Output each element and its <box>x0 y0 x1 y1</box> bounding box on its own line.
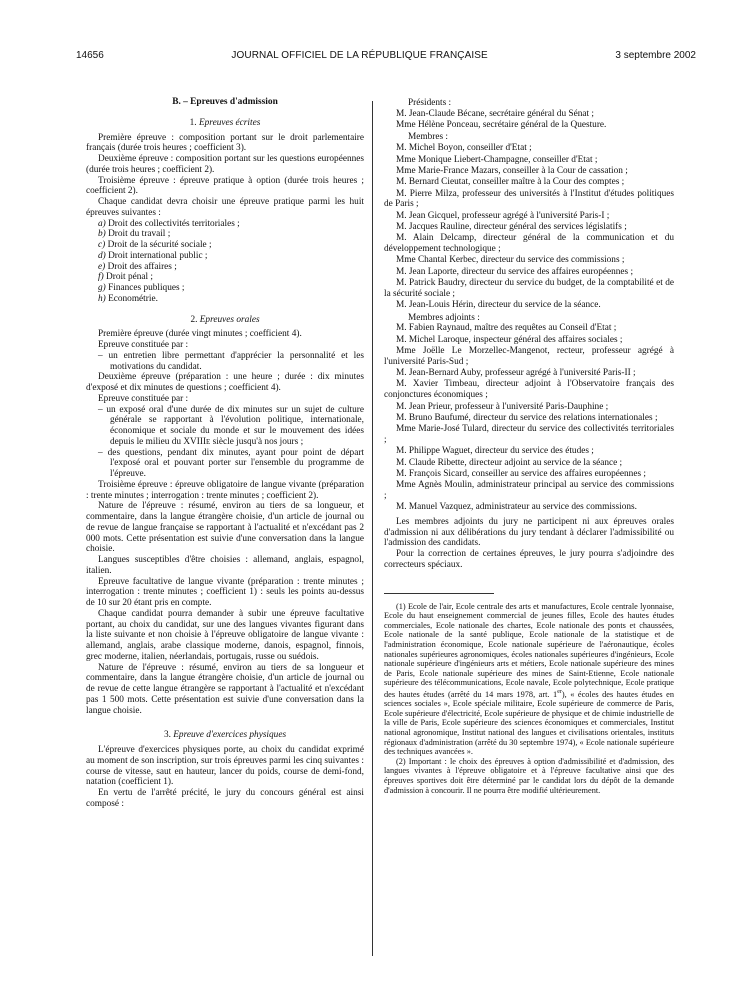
list-item: Mme Hélène Ponceau, secrétaire général de la Questure. <box>396 120 607 131</box>
list-item: M. Jacques Rauline, directeur général des services législatifs ; <box>396 222 627 232</box>
page-header <box>76 47 696 63</box>
list-item: M. Michel Boyon, conseiller d'Etat ; <box>396 143 532 154</box>
list-item: M. Fabien Raynaud, maître des requêtes au Conseil d'Etat ; <box>396 323 617 334</box>
list-item: c) Droit de la sécurité sociale ; <box>98 240 212 250</box>
membres-list <box>384 143 674 311</box>
paragraph: Troisième épreuve : épreuve pratique à option (durée trois heures ; coefficient 2). <box>86 175 364 197</box>
jury-membres-label: Membres : <box>408 132 449 143</box>
paragraph: Langues susceptibles d'être choisies : allemand, anglais, espagnol, italien. <box>86 555 364 576</box>
list-item: e) Droit des affaires ; <box>98 261 177 272</box>
paragraph: Troisième épreuve : épreuve obligatoire de langue vivante (préparation : trente minutes ; interrogation : trente minutes ; coefficient 2). <box>86 479 364 501</box>
paragraph: Epreuve constituée par : <box>98 340 189 350</box>
list-item: M. Jean-Bernard Auby, professeur agrégé à l'université Paris-II ; <box>396 368 636 379</box>
list-item: M. François Sicard, conseiller au service des affaires européennes ; <box>396 469 646 479</box>
section-title: B. – Epreuves d'admission <box>172 97 278 107</box>
list-item: M. Bernard Cieutat, conseiller maître à la Cour des comptes ; <box>396 177 625 188</box>
paragraph: Chaque candidat devra choisir une épreuve pratique parmi les huit épreuves suivantes : <box>86 197 364 218</box>
running-title: JOURNAL OFFICIEL DE LA RÉPUBLIQUE FRANÇAISE <box>231 49 488 61</box>
list-item: Mme Marie-France Mazars, conseiller à la Cour de cassation ; <box>396 165 628 176</box>
footnote-rule <box>384 593 494 594</box>
list-item: M. Xavier Timbeau, directeur adjoint à l'Observatoire français des conjonctures économiques ; <box>384 379 674 401</box>
list-item: M. Jean Prieur, professeur à l'université Paris-Dauphine ; <box>396 401 609 412</box>
jury-adjoints-label: Membres adjoints : <box>408 312 480 323</box>
paragraph: Deuxième épreuve : composition portant sur les questions européennes (durée trois heures ; coefficient 2). <box>86 154 364 175</box>
paragraph: Nature de l'épreuve : résumé, environ au tiers de sa longueur, et commentaire, dans la langue étrangère choisie, d'un article de journal ou de revue de langue française se rapportant à l'actualité et n'excédant pas 2 000 mots. Cette présentation est suivie d'une conversation dans la langue choisie. <box>86 501 364 555</box>
list-item: Mme Chantal Kerbec, directeur du service des commissions ; <box>396 255 625 266</box>
option-list <box>86 219 364 305</box>
column-divider <box>372 101 373 956</box>
list-item: h) Econométrie. <box>98 293 158 304</box>
list-item: M. Jean-Claude Bécane, secrétaire général du Sénat ; <box>396 108 594 119</box>
list-item: Mme Joëlle Le Morzellec-Mangenot, recteur, professeur agrégé à l'université Paris-Sud ; <box>384 346 674 367</box>
left-column <box>86 97 364 810</box>
presidents-list <box>384 109 674 132</box>
paragraph: En vertu de l'arrêté précité, le jury du concours général est ainsi composé : <box>86 788 364 809</box>
paragraph: L'épreuve d'exercices physiques porte, au choix du candidat exprimé au moment de son inscription, sur trois épreuves parmi les cinq suivantes : course de vitesse, saut en hauteur, lancer du poids, course de demi-fond, natation (coefficient 1). <box>86 745 364 788</box>
list-item: M. Bruno Baufumé, directeur du service des relations internationales ; <box>396 412 658 423</box>
jury-presidents-label: Présidents : <box>408 98 452 108</box>
footnote-2: (2) Important : le choix des épreuves à option d'admissibilité et d'admission, des langues vivantes à l'épreuve obligatoire et à l'épreuve facultative ainsi que des épreuves sportives doit être déterminé par le candidat lors du dépôt de la demande d'admission à concourir. Il ne pourra être modifié ultérieurement. <box>384 756 674 795</box>
list-item: a) Droit des collectivités territoriales ; <box>98 218 240 229</box>
list-item: M. Patrick Baudry, directeur du service du budget, de la comptabilité et de la sécurité sociale ; <box>384 278 674 299</box>
list-item: Mme Monique Liebert-Champagne, conseiller d'Etat ; <box>396 154 598 165</box>
dash-item: – un exposé oral d'une durée de dix minutes sur un sujet de culture générale se rapportant à l'évolution politique, internationale, économique et sociale du monde et sur le mouvement des idées depuis le milieu du XVIIIe siècle jusqu'à nos jours ; <box>98 404 364 447</box>
list-item: M. Alain Delcamp, directeur général de la communication et du développement technologique ; <box>384 233 674 255</box>
list-item: d) Droit international public ; <box>98 250 208 261</box>
list-item: M. Pierre Milza, professeur des universités à l'Institut d'études politiques de Paris ; <box>384 188 674 210</box>
list-item: M. Manuel Vazquez, administrateur au service des commissions. <box>396 502 637 513</box>
paragraph: Chaque candidat pourra demander à subir une épreuve facultative portant, au choix du candidat, sur une des langues vivantes figurant dans la liste suivante et non choisie à l'épreuve obligatoire de langue vivante : allemand, anglais, arabe classique moderne, danois, espagnol, finnois, grec moderne, italien, néerlandais, portugais, russe ou suédois. <box>86 608 364 662</box>
list-item: M. Michel Laroque, inspecteur général des affaires sociales ; <box>396 334 623 345</box>
dash-item: – des questions, pendant dix minutes, ayant pour point de départ l'exposé oral et pouvant porter sur l'ensemble du programme de l'épreuve. <box>98 447 364 479</box>
paragraph: Deuxième épreuve (préparation : une heure ; durée : dix minutes d'exposé et dix minutes de questions ; coefficient 4). <box>86 372 364 393</box>
publication-date: 3 septembre 2002 <box>615 49 696 61</box>
paragraph: Première épreuve : composition portant sur le droit parlementaire français (durée trois heures ; coefficient 3). <box>86 132 364 154</box>
paragraph: Epreuve constituée par : <box>98 393 189 404</box>
subsection-title-physiques: 3. Epreuve d'exercices physiques <box>163 730 287 741</box>
list-item: M. Jean-Louis Hérin, directeur du service de la séance. <box>396 300 601 311</box>
list-item: Mme Agnès Moulin, administrateur principal au service des commissions ; <box>384 480 674 502</box>
adjoints-list <box>384 323 674 513</box>
page-number: 14656 <box>76 49 104 61</box>
list-item: g) Finances publiques ; <box>98 283 185 293</box>
paragraph: Pour la correction de certaines épreuves, le jury pourra s'adjoindre des correcteurs spéciaux. <box>384 549 674 570</box>
list-item: b) Droit du travail ; <box>98 229 171 240</box>
paragraph: Les membres adjoints du jury ne participent ni aux épreuves orales d'admission ni aux délibérations du jury tendant à déclarer l'admissibilité ou l'admission des candidats. <box>384 516 674 549</box>
subsection-title-ecrites: 1. Epreuves écrites <box>189 117 261 128</box>
list-item: M. Philippe Waguet, directeur du service des études ; <box>396 446 594 457</box>
right-column <box>384 97 674 795</box>
footnotes <box>384 602 674 796</box>
list-item: M. Jean Laporte, directeur du service des affaires européennes ; <box>396 266 634 277</box>
list-item: M. Jean Gicquel, professeur agrégé à l'université Paris-I ; <box>396 210 610 221</box>
paragraph: Epreuve facultative de langue vivante (préparation : trente minutes ; interrogation : trente minutes ; coefficient 1) : seuls les points au-dessus de 10 sur 20 étant pris en compte. <box>86 576 364 608</box>
list-item: Mme Marie-José Tulard, directeur du service des collectivités territoriales ; <box>384 424 674 445</box>
paragraph: Nature de l'épreuve : résumé, environ au tiers de sa longueur et commentaire, dans la langue étrangère choisie, d'un article de journal ou de revue de cette langue étrangère se rapportant à l'actualité et n'excédant pas 1 500 mots. Cette présentation est suivie d'une conversation dans la langue choisie. <box>86 662 364 716</box>
paragraph: Première épreuve (durée vingt minutes ; coefficient 4). <box>98 329 302 340</box>
dash-item: – un entretien libre permettant d'apprécier la personnalité et les motivations du candidat. <box>98 350 364 372</box>
list-item: M. Claude Ribette, directeur adjoint au service de la séance ; <box>396 457 623 468</box>
footnote-1: (1) Ecole de l'air, Ecole centrale des arts et manufactures, Ecole centrale lyonnaise, Ecole du haut enseignement commercial de jeunes filles, Ecole des hautes études commerciales, Ecole nationale des chartes, Ecole nationale des ponts et chaussées, Ecole nationale de la santé publique, Ecole nationale de la statistique et de l'administration économique, Ecole nationale supérieure de l'aéronautique, écoles nationales supérieures agronomiques, écoles nationales supérieures d'ingénieurs, Ecole nationale supérieure d'ingénieurs arts et métiers, Ecole nationale supérieure des mines de Paris, Ecole nationale supérieure des mines de Saint-Etienne, Ecole nationale supérieure des télécommunications, Ecole navale, Ecole polytechnique, Ecole pratique des hautes études (arrêté du 14 mars 1978, art. 1er), « écoles des hautes études en sciences sociales », Ecole spéciale militaire, Ecole supérieure de commerce de Paris, Ecole supérieure d'électricité, Ecole supérieure de physique et de chimie industrielle de la ville de Paris, Ecole supérieure des sciences économiques et commerciales, Institut national agronomique, Institut national des langues et civilisations orientales, instituts régionaux d'administration (arrêté du 30 septembre 1974), « Ecole nationale supérieure des techniques avancées ». <box>384 601 675 757</box>
subsection-title-orales: 2. Epreuves orales <box>190 314 260 325</box>
list-item: f) Droit pénal ; <box>98 272 154 283</box>
